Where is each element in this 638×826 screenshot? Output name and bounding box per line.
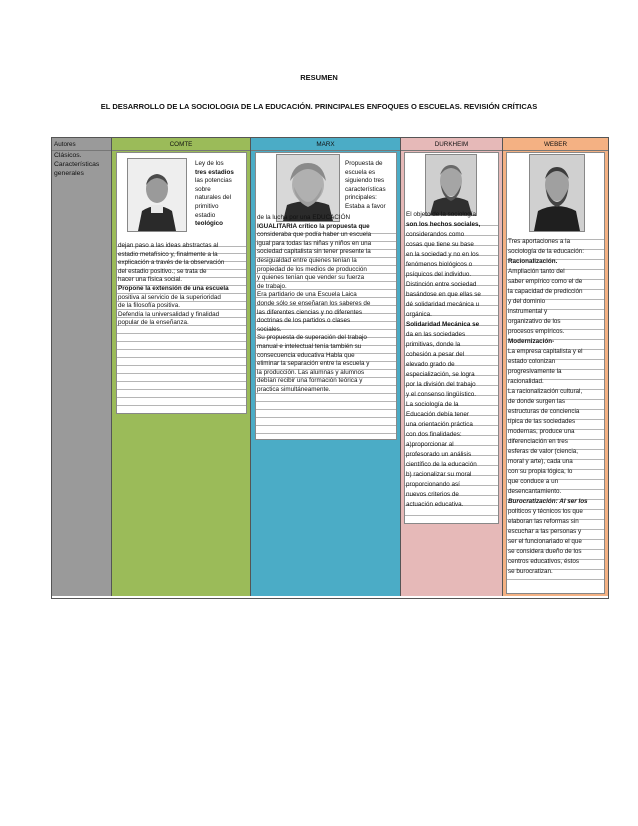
durkheim-portrait: [425, 154, 477, 216]
marx-body-text: de la lucha por una EDUCACIÓN IGUALITARIA crítico la propuesta que consideraba que podía haber un escuela igual para todas las niñas y niños en una sociedad capitalista sin tener presente la desigualdad entre quienes tenían la propiedad de los medios de producción y quienes tenían que vender su fuerza de trabajo. Era partidario de una Escuela Laica donde sólo se enseñaran los saberes de las diferentes ciencias y no diferentes doctrinas de los partidos o clases sociales. Su propuesta de superación del trabajo manual e intelectual tenía también su consecuencia educativa Habla que eliminar la separación entre la escuela y la producción. Las alumnas y alumnos debían recibir una formación teórica y practica simultáneamente.: [257, 214, 372, 393]
row-label-caracteristicas: Características generales: [54, 161, 100, 177]
summary-table: [51, 137, 609, 599]
column-weber: [503, 138, 608, 596]
column-comte: [112, 138, 251, 596]
comte-body-text: dejan paso a las ideas abstractas al estadio metafísico y, finalmente a la explicación a través de la observación del estadio positivo.; se trata de hacer una física social. Propone la extensión de una escuela positiva al servicio de la superioridad de la filosofía positiva. Defendía la universalidad y finalidad popular de la enseñanza.: [118, 242, 229, 327]
column-autores: [52, 138, 112, 596]
portrait-icon: [128, 159, 186, 231]
header-weber: WEBER: [503, 139, 608, 151]
column-marx: [251, 138, 401, 596]
portrait-icon: [277, 155, 339, 221]
page-title: RESUMEN: [300, 73, 338, 82]
comte-portrait: [127, 158, 187, 232]
comte-side-text: Ley de los tres estadios las potencias sobre naturales del primitivo estadio teológico: [195, 160, 234, 228]
page-subtitle: EL DESARROLLO DE LA SOCIOLOGIA DE LA EDUCACIÓN. PRINCIPALES ENFOQUES O ESCUELAS. REVISIÓN CRÍTICAS: [100, 102, 538, 111]
portrait-icon: [530, 155, 584, 231]
header-durkheim: DURKHEIM: [401, 139, 502, 151]
durkheim-body-text: El objeto de la sociología son los hechos sociales, considerandos como cosas que tiene su base en la sociedad y no en los fenómenos biológicos o psíquicos del individuo. Distinción entre sociedad basándose en que ellas se dé solidaridad mecánica u orgánica. Solidaridad Mecánica se da en las sociedades primitivas, donde la cohesión a pesar del elevado grado de especialización, se logra por la división del trabajo y el consenso lingüístico. La sociología de la Educación debía tener una orientación práctica con dos finalidades: a)proporcionar al profesorado un análisis científico de la educación b) racionalizar su moral proporcionando así nuevos criterios de actuación educativa.: [406, 211, 481, 508]
marx-portrait: [276, 154, 340, 222]
weber-portrait: [529, 154, 585, 232]
weber-body-text: Tres aportaciones a la sociología de la educación: Racionalización. Ampliación tanto del saber empírico como el de la capacidad de predicción y del dominio instrumental y organizativo de los procesos empíricos. Modernización- La empresa capitalista y el estado colonizan progresivamente la racionalidad. La racionalización cultural, de donde surgen las estructuras de conciencia típica de las sociedades modernas, produce una diferenciación en tres esferas de valor (ciencia, moral y arte), cada una con su propia lógica, lo que conduce a un desencantamiento. Burocratización: Al ser los políticos y técnicos los que elaboran las reformas sin escuchar a las personas y ser el funcionariado el que se considera dueño de los centros educativos, éstos se burocratizan.: [508, 238, 588, 575]
marx-side-text: Propuesta de escuela es siguiendo tres características principales: Estaba a favor: [345, 160, 386, 210]
row-label: [54, 151, 109, 178]
portrait-icon: [426, 155, 476, 215]
header-comte: COMTE: [112, 139, 250, 151]
column-durkheim: [401, 138, 503, 596]
header-autores: Autores: [52, 139, 111, 151]
row-label-clasicos: Clásicos.: [54, 152, 82, 159]
header-marx: MARX: [251, 139, 400, 151]
